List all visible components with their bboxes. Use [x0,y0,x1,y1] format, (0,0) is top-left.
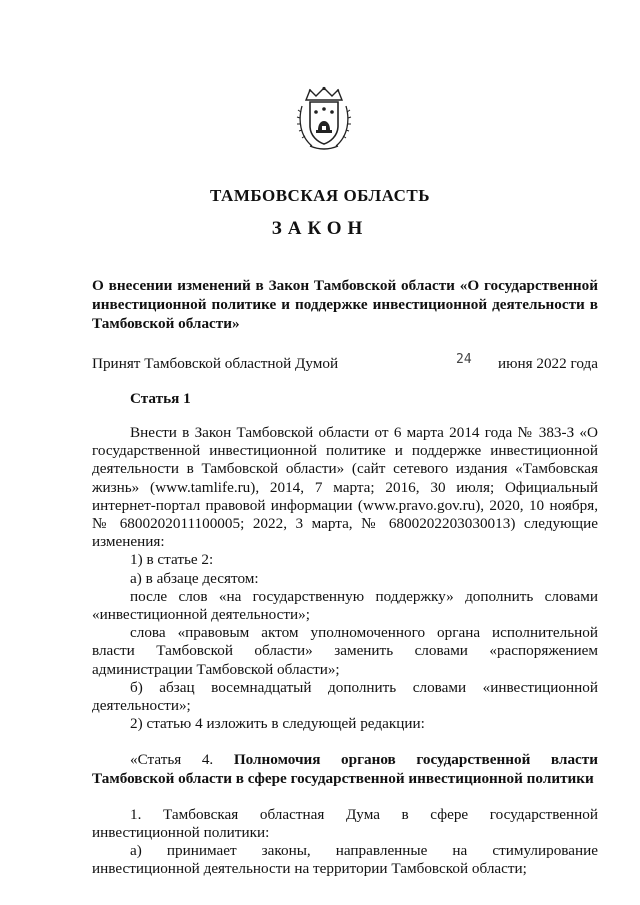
article-4-paragraph-1: 1. Тамбовская областная Дума в сфере государственной инвестиционной политики: [92,805,598,842]
item-1a-text-1: после слов «на государственную поддержку» дополнить словами «инвестиционной деятельности»; [92,587,598,624]
item-2: 2) статью 4 изложить в следующей редакции: [130,715,425,733]
coat-of-arms-emblem [296,86,352,154]
acceptance-month-year: июня 2022 года [497,355,598,372]
item-1: 1) в статье 2: [130,551,214,569]
article-1-heading: Статья 1 [130,390,191,407]
item-1a: а) в абзаце десятом: [130,569,259,587]
acceptance-line [92,352,598,373]
law-title: О внесении изменений в Закон Тамбовской области «О государственной инвестиционной политике и поддержке инвестиционной деятельности в Тамбовской области» [92,277,598,332]
acceptance-day: 24 [456,352,472,367]
document-type-heading: ЗАКОН [271,218,369,239]
article-4-heading-line [92,751,598,787]
article-4-prefix: «Статья 4. [130,751,214,769]
region-heading: ТАМБОВСКАЯ ОБЛАСТЬ [210,186,430,205]
article-4-heading: Полномочия органов государственной власти Тамбовской области в сфере государственной инвестиционной политики [92,751,598,787]
acceptance-label: Принят Тамбовской областной Думой [92,355,339,372]
item-1b: б) абзац восемнадцатый дополнить словами «инвестиционной деятельности»; [92,678,598,715]
item-1a-text-2: слова «правовым актом уполномоченного органа исполнительной власти Тамбовской области» заменить словами «распоряжением администрации Тамбовской области»; [92,624,598,678]
article-4-paragraph-1a: а) принимает законы, направленные на стимулирование инвестиционной деятельности на территории Тамбовской области; [92,842,598,878]
article-1-intro: Внести в Закон Тамбовской области от 6 марта 2014 года № 383-З «О государственной инвестиционной политике и поддержке инвестиционной деятельности в Тамбовской области» (сайт сетевого издания «Тамбовская жизнь» (www.tamlife.ru), 2014, 7 марта; 2016, 30 июля; Официальный интернет-портал правовой информации (www.pravo.gov.ru), 2020, 10 ноября, № 6800202011100005; 2022, 3 марта, № 6800202203030013) следующие изменения: [92,424,598,551]
document-body [92,424,598,879]
